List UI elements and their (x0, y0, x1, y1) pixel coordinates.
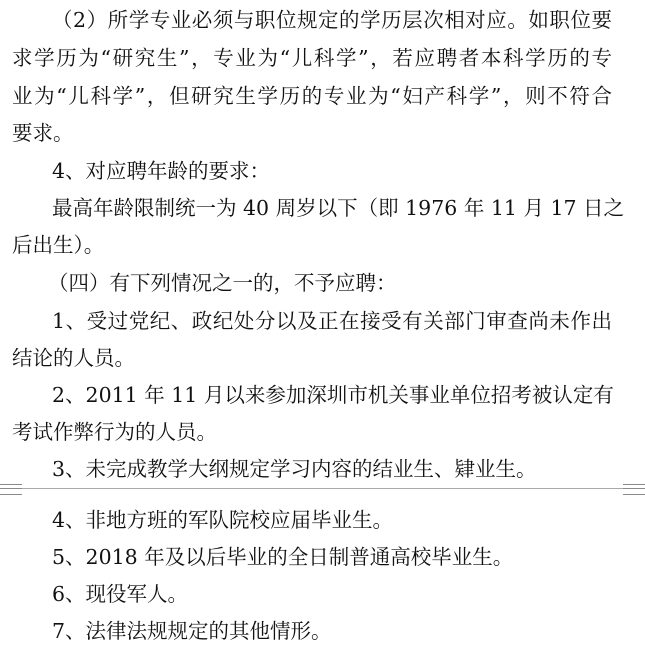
text-line: 考试作弊行为的人员。 (12, 420, 217, 444)
text-line: 最高年龄限制统一为 40 周岁以下（即 1976 年 11 月 17 日之 (52, 196, 625, 220)
text-line: 求学历为“研究生”，专业为“儿科学”，若应聘者本科学历的专 (12, 46, 612, 70)
list-item: 1、受过党纪、政纪处分以及正在接受有关部门审查尚未作出 (52, 309, 612, 333)
list-item: 4、非地方班的军队院校应届毕业生。 (52, 508, 394, 532)
text-line: 后出生）。 (12, 233, 105, 257)
text-line: 要求。 (12, 121, 74, 145)
text-line: 业为“儿科学”，但研究生学历的专业为“妇产科学”，则不符合 (12, 84, 612, 108)
list-item: 5、2018 年及以后毕业的全日制普通高校毕业生。 (52, 545, 514, 569)
list-item: 7、法律法规规定的其他情形。 (52, 619, 332, 643)
page-break-rule (22, 488, 623, 489)
section-heading: 4、对应聘年龄的要求： (52, 159, 271, 183)
text-line: （2）所学专业必须与职位规定的学历层次相对应。如职位要 (52, 8, 612, 32)
page-break-separator[interactable] (0, 482, 645, 496)
section-heading: （四）有下列情况之一的，不予应聘： (48, 271, 397, 295)
list-item: 3、未完成教学大纲规定学习内容的结业生、肄业生。 (52, 457, 537, 481)
page-break-right-handle-icon[interactable] (623, 484, 645, 495)
text-line: 结论的人员。 (12, 346, 135, 370)
list-item: 2、2011 年 11 月以来参加深圳市机关事业单位招考被认定有 (52, 383, 614, 407)
page-break-left-handle-icon[interactable] (0, 484, 22, 495)
list-item: 6、现役军人。 (52, 582, 189, 606)
